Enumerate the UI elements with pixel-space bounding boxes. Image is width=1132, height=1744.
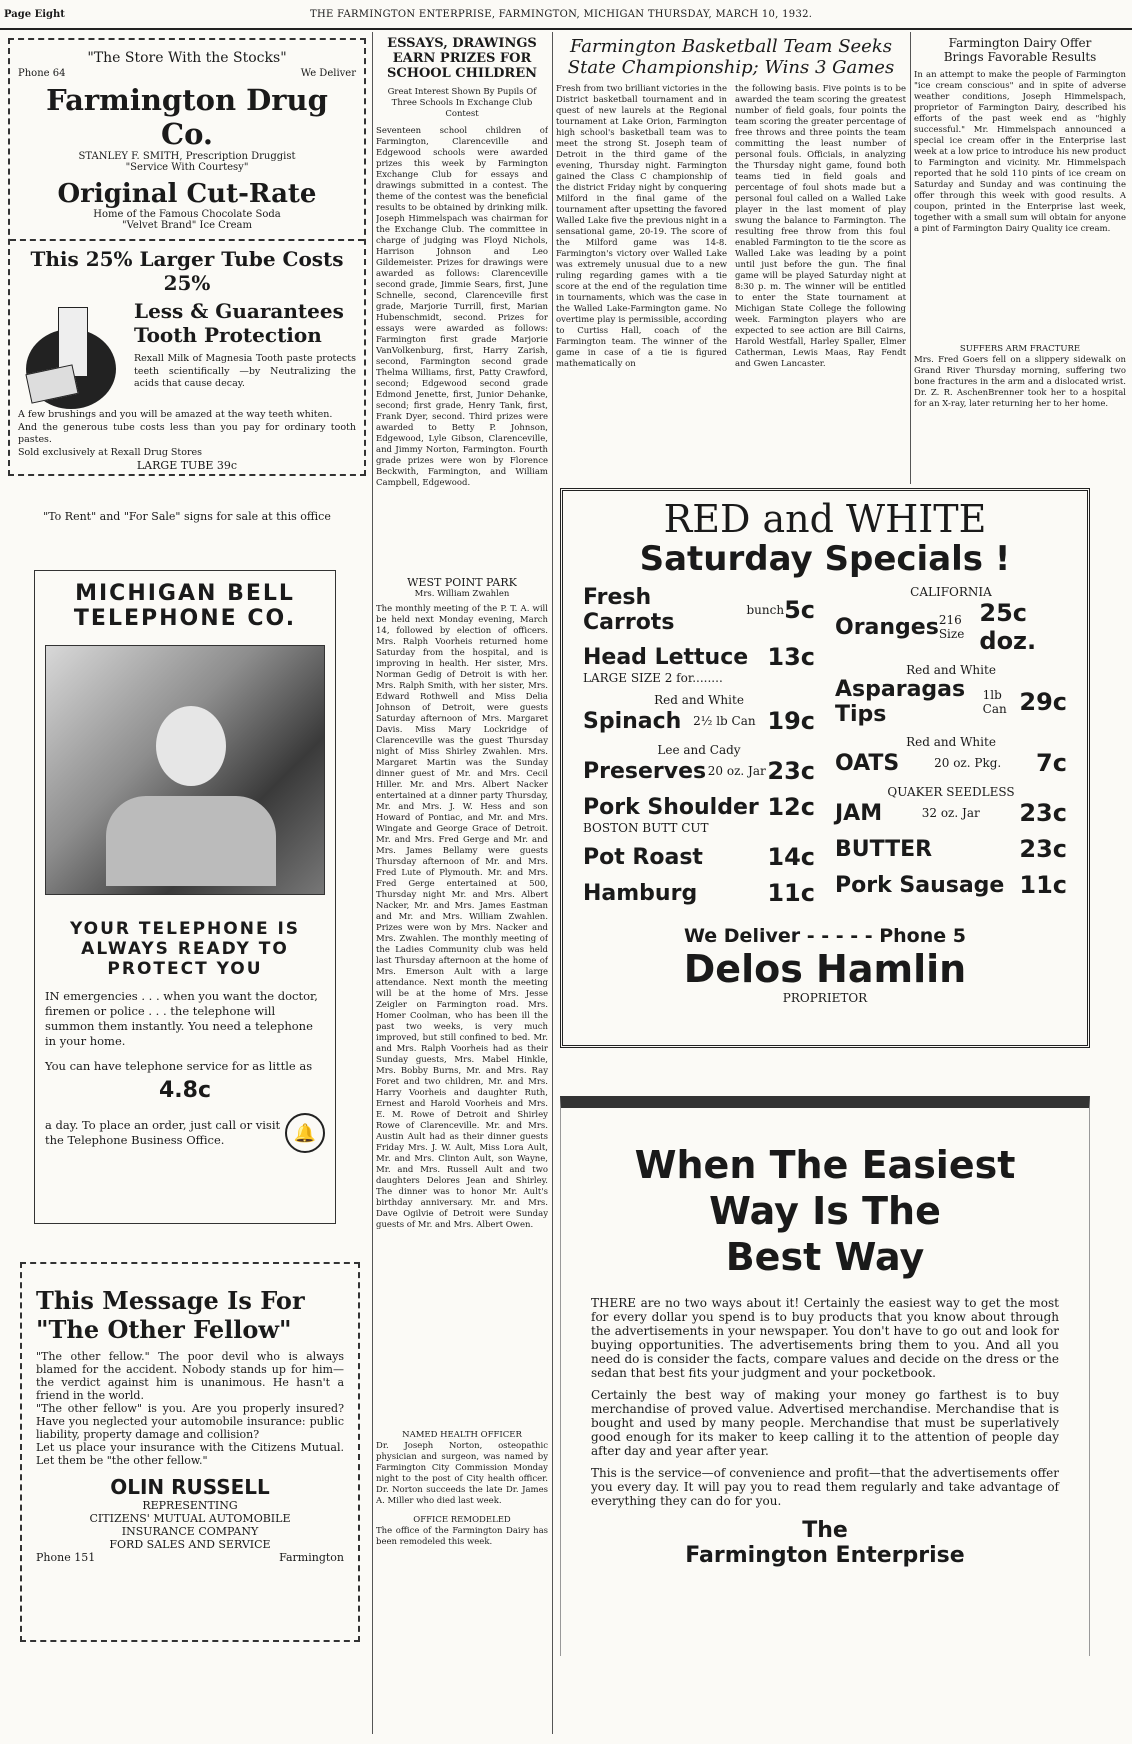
- dairy-story: [914, 36, 1126, 410]
- health-head: NAMED HEALTH OFFICER: [402, 1430, 522, 1440]
- item-price: 23c: [1019, 835, 1067, 863]
- item-name: Asparagas Tips: [835, 677, 966, 727]
- drug-phone: Phone 64: [18, 68, 66, 79]
- drug-body-3: And the generous tube costs less than you pay for ordinary tooth pastes.: [18, 421, 356, 445]
- essays-body: Seventeen school children of Farmington, Clarenceville and Edgewood schools were awarded prizes this week by Farmington Exchange Club for essays and drawings submitted in a contest. The theme of the contest was the beneficial results to be obtained by drinking milk. Joseph Himmelspach was chairman for the Exchange Club. The committee in charge of judging was Floyd Nichols, Harrison Johnson and Leo Gildemeister. Prizes for drawings were awarded as follows: Clarenceville second grade, Jimmie Sears, first, June Schnelle, second, Clarenceville first grade, Marjorie Turrill, first, Marian Hubenschmidt, second. Prizes for essays were awarded as follows: Farmington first grade Marjorie VanVolkenburg, first, Harry Zarish, second, Farmington second grade Thelma Williams, first, Patty Crawford, second; Edgewood second grade Edmond Jenette, first, Junior Dehanke, second; first grade, Henry Tank, first, Frank Dyer, second. Third prizes were awarded to Betty P. Johnson, Edgewood, Lyle Gibson, Clarenceville, and Jimmy Norton, Farmington. Fourth grade prizes were won by Florence Beckwith, Farmington, and William Campbell, Edgewood.: [376, 126, 548, 488]
- red-and-white-ad: [560, 488, 1090, 1048]
- item-price: 13c: [767, 643, 815, 671]
- drug-home-1: Home of the Famous Chocolate Soda: [93, 209, 281, 220]
- item-prefix: Red and White: [906, 663, 996, 677]
- easiest-p2: Certainly the best way of making your money go farthest is to buy merchandise of proved value. Advertised merchandise. Merchandise that is bought and used by many people. Merchandise that must be superlatively good enough for its maker to keep calling it to the attention of people day after day and year after year.: [591, 1388, 1059, 1458]
- rw-owner-title: PROPRIETOR: [782, 991, 868, 1005]
- essays-head-3: SCHOOL CHILDREN: [386, 66, 538, 81]
- item-name: OATS: [835, 750, 900, 776]
- message-title-1: This Message Is For: [36, 1286, 305, 1315]
- drug-cutrate: Original Cut-Rate: [57, 179, 317, 209]
- westpoint-byline: Mrs. William Zwahlen: [414, 589, 510, 599]
- item-name: Pot Roast: [583, 844, 703, 870]
- left-item: [583, 743, 815, 785]
- easiest-p1: THERE are no two ways about it! Certainly the easiest way to get the most for every dollar you spend is to buy products that you know about through the advertisements in your newspaper. You don't have to go out and look for buying opportunities. The advertisements bring them to you. And all you need do is consider the facts, compare values and decide on the dress or the sedan that best fits your judgment and your pocketbook.: [591, 1296, 1059, 1380]
- drug-deliver: We Deliver: [300, 68, 356, 79]
- item-unit: bunch: [746, 603, 785, 617]
- drug-name: Farmington Drug Co.: [46, 83, 328, 151]
- item-unit: 216 Size: [938, 613, 965, 641]
- right-item: [835, 871, 1067, 899]
- item-name: Pork Shoulder: [583, 794, 759, 820]
- left-item: [583, 693, 815, 735]
- basketball-col-1: Fresh from two brilliant victories in the District basketball tournament and in quest of new laurels at the Regional tournament at Lake Orion, Farmington high school's basketball team was to meet the strong St. Joseph team of Detroit in the third game of the evening, Thursday night. Farmington gained the Class C championship of the district Friday night by conquering Milford in the final game of the tournament after upsetting the favored Walled Lake five the previous night in a sensational game, 20-19. The score of the Milford game was 14-8. Farmington's victory over Walled Lake was extremely unusual due to a new ruling regarding games with a tie score at the end of the regulation time in tournaments, which was the case in the Walled Lake-Farmington game. No overtime play is permissible, according to Curtiss Hall, coach of the Farmington team. The winner of the game in case of a tie is figured mathematically on: [556, 84, 727, 369]
- basketball-col-2: the following basis. Five points is to be awarded the team scoring the greatest number of field goals, four points the team scoring the greater percentage of free throws and three points the team committing the least number of personal fouls. Officials, in analyzing the Thursday night game, found both teams tied in field goals and percentage of foul shots made but a personal foul called on a Walled Lake player in the last moment of play swung the balance to Farmington. The resulting free throw from this foul enabled Farmington to tie the score as Walled Lake was leading by a point until just before the gun. The final game will be played Saturday night at 8:30 p. m. The winner will be entitled to enter the State tournament at Michigan State College the following week. Farmington players who are expected to see action are Bill Cairns, Harold Westfall, Harley Spaller, Elmer Catherman, Lewis Maas, Ray Fendt and Gwen Lancaster.: [735, 84, 906, 369]
- right-item: [835, 785, 1067, 827]
- item-unit: 32 oz. Jar: [921, 806, 980, 820]
- agent-rep: REPRESENTING: [142, 1499, 238, 1512]
- basketball-head-2: State Championship; Wins 3 Games: [567, 57, 895, 78]
- item-sub: BOSTON BUTT CUT: [583, 821, 709, 835]
- message-body-2: "The other fellow" is you. Are you properly insured? Have you neglected your automobile insurance: public liability, property damage and collision?: [36, 1402, 344, 1441]
- message-body-3: Let us place your insurance with the Citizens Mutual. Let them be "the other fellow.": [36, 1441, 344, 1467]
- drug-home-2: "Velvet Brand" Ice Cream: [122, 220, 252, 231]
- rw-title-2: Saturday Specials !: [639, 539, 1011, 579]
- fracture-body: Mrs. Fred Goers fell on a slippery sidewalk on Grand River Thursday morning, suffering two bone fractures in the arm and a dislocated wrist. Dr. Z. R. AschenBrenner took her to a hospital for an X-ray, later returning her to her home.: [914, 355, 1126, 409]
- insurance-ad: [20, 1262, 360, 1642]
- health-body: Dr. Joseph Norton, osteopathic physician and surgeon, was named by Farmington City Commission Monday night to the post of City health officer. Dr. Norton succeeds the late Dr. James A. Miller who died last week.: [376, 1441, 548, 1506]
- bell-slogan-2: ALWAYS READY TO: [81, 939, 289, 959]
- item-price: 14c: [767, 843, 815, 871]
- page-number: Page Eight: [4, 9, 65, 20]
- item-price: 7c: [1036, 749, 1067, 777]
- item-name: Spinach: [583, 708, 682, 734]
- company-3: FORD SALES AND SERVICE: [109, 1538, 271, 1551]
- dairy-head-1: Farmington Dairy Offer: [948, 36, 1092, 50]
- rw-title-1: RED and WHITE: [663, 497, 987, 541]
- item-price: 29c: [1019, 688, 1067, 716]
- item-name: JAM: [835, 800, 883, 826]
- bell-price: 4.8c: [158, 1078, 211, 1103]
- item-unit: 20 oz. Pkg.: [934, 756, 1002, 770]
- bell-slogan-3: PROTECT YOU: [107, 959, 263, 979]
- fracture-head: SUFFERS ARM FRACTURE: [959, 344, 1081, 354]
- item-sub: LARGE SIZE 2 for........: [583, 671, 723, 685]
- agent-name: OLIN RUSSELL: [110, 1475, 270, 1499]
- item-price: 19c: [767, 707, 815, 735]
- left-item: [583, 793, 815, 835]
- item-unit: 1lb Can: [982, 688, 1007, 716]
- drug-body-4: Sold exclusively at Rexall Drug Stores: [18, 446, 203, 458]
- item-price: 23c: [767, 757, 815, 785]
- rw-deliver: We Deliver - - - - - Phone 5: [684, 925, 966, 947]
- company-2: INSURANCE COMPANY: [121, 1525, 259, 1538]
- drug-headline: This 25% Larger Tube Costs 25%: [30, 247, 344, 295]
- left-item: [583, 585, 815, 635]
- remodeled-head: OFFICE REMODELED: [413, 1515, 511, 1525]
- rw-left-column: [583, 585, 815, 915]
- essays-head-2: EARN PRIZES FOR: [392, 51, 532, 66]
- item-prefix: Red and White: [906, 735, 996, 749]
- basketball-head-1: Farmington Basketball Team Seeks: [570, 36, 892, 57]
- company-1: CITIZENS' MUTUAL AUTOMOBILE: [89, 1512, 291, 1525]
- left-item: [583, 843, 815, 871]
- drug-slogan: "The Store With the Stocks": [87, 50, 287, 66]
- item-name: Head Lettuce: [583, 644, 749, 670]
- easiest-way-ad: [560, 1096, 1090, 1656]
- left-item: [583, 879, 815, 907]
- item-name: Oranges: [835, 614, 939, 640]
- right-item: [835, 585, 1067, 655]
- rw-right-column: [835, 585, 1067, 915]
- rent-notice: "To Rent" and "For Sale" signs for sale at this office: [43, 510, 331, 523]
- message-body-1: "The other fellow." The poor devil who is always blamed for the accident. Nobody stands up for him—the verdict against him is unanimous. He hasn't a friend in the world.: [36, 1350, 344, 1402]
- item-price: 12c: [767, 793, 815, 821]
- item-prefix: QUAKER SEEDLESS: [887, 785, 1015, 799]
- item-price: 25c doz.: [979, 599, 1037, 655]
- item-price: 23c: [1019, 799, 1067, 827]
- agent-phone: Phone 151: [36, 1551, 96, 1564]
- message-title-2: "The Other Fellow": [36, 1315, 292, 1344]
- right-item: [835, 735, 1067, 777]
- dairy-head-2: Brings Favorable Results: [943, 50, 1097, 64]
- page-header: [0, 0, 1132, 30]
- bell-body-2: You can have telephone service for as little as: [45, 1059, 313, 1073]
- bell-body: IN emergencies . . . when you want the doctor, firemen or police . . . the telephone will summon them instantly. You need a telephone in your home.: [45, 989, 318, 1048]
- item-name: Hamburg: [583, 880, 698, 906]
- item-price: 5c: [784, 596, 815, 624]
- drug-sub-2: Tooth Protection: [134, 323, 322, 347]
- essays-deck: Great Interest Shown By Pupils Of Three Schools In Exchange Club Contest: [387, 87, 537, 119]
- agent-town: Farmington: [279, 1551, 344, 1564]
- drug-body-2: A few brushings and you will be amazed at the way teeth whiten.: [18, 409, 333, 420]
- item-name: BUTTER: [835, 836, 933, 862]
- bell-body-3: a day. To place an order, just call or visit the Telephone Business Office.: [45, 1118, 281, 1147]
- item-unit: 20 oz. Jar: [707, 764, 766, 778]
- easiest-sig-2: Farmington Enterprise: [685, 1543, 965, 1568]
- drug-owner: STANLEY F. SMITH, Prescription Druggist: [78, 151, 296, 162]
- woman-telephone-illustration: [45, 645, 325, 895]
- drug-sub-1: Less & Guarantees: [134, 299, 344, 323]
- toothpaste-tube-illustration: [18, 299, 128, 409]
- column-2: [376, 36, 548, 1548]
- item-unit: 2½ lb Can: [693, 714, 756, 728]
- easiest-head-2: Way Is The: [709, 1189, 941, 1233]
- item-prefix: Red and White: [654, 693, 744, 707]
- right-item: [835, 663, 1067, 727]
- dairy-body: In an attempt to make the people of Farmington "ice cream conscious" and in spite of adverse weather conditions, Joseph Himmelspach, proprietor of Farmington Dairy, described his efforts of the past week end as "highly successful." Mr. Himmelspach announced a special ice cream offer in the Enterprise last week at a low price to introduce his new product to Farmington and vicinity. Mr. Himmelspach reported that he sold 110 pints of ice cream on Saturday and Sunday and was continuing the offer through this week with good results. A coupon, printed in the Enterprise last week, together with a small sum will obtain for anyone a pint of Farmington Dairy Quality ice cream.: [914, 70, 1126, 234]
- westpoint-head: WEST POINT PARK: [407, 576, 517, 589]
- bell-slogan-1: YOUR TELEPHONE IS: [69, 919, 301, 939]
- michigan-bell-ad: [34, 570, 336, 1224]
- item-name: Fresh Carrots: [583, 585, 675, 635]
- item-name: Preserves: [583, 758, 707, 784]
- masthead: THE FARMINGTON ENTERPRISE, FARMINGTON, MICHIGAN THURSDAY, MARCH 10, 1932.: [310, 9, 813, 20]
- easiest-sig-1: The: [802, 1518, 848, 1543]
- item-prefix: CALIFORNIA: [910, 585, 992, 599]
- bell-logo-icon: 🔔: [285, 1113, 325, 1153]
- essays-head-1: ESSAYS, DRAWINGS: [387, 36, 537, 51]
- westpoint-body: The monthly meeting of the P. T. A. will be held next Monday evening, March 14, followed by election of officers. Mrs. Ralph Voorheis returned home Saturday from the hospital, and is improving in health. Her sister, Mrs. Norman Gedig of Detroit is with her. Mrs. Ralph Smith, with her sister, Mrs. Edward Rothwell and Miss Delia Johnson of Detroit, were guests Saturday afternoon of Mrs. Margaret Davis. Miss Mary Lockridge of Clarenceville was the guest Thursday night of Miss Shirley Zwahlen. Mrs. Margaret Martin was the Sunday dinner guest of Mr. and Mrs. Cecil Hiller. Mr. and Mrs. Albert Nacker entertained at a dinner party Thursday, Mr. and Mrs. J. W. Hess and son Howard of Pontiac, and Mr. and Mrs. Wingate and George Grace of Detroit. Mr. and Mrs. Fred Gerge and Mr. and Mrs. James Bellamy were guests Thursday afternoon of Mr. and Mrs. Fred Lute of Plymouth. Mr. and Mrs. Fred Gerge entertained at 500, Thursday night Mr. and Mrs. Albert Nacker, Mr. and Mrs. James Eastman and Mr. and Mrs. William Zwahlen. Prizes were won by Mrs. Nacker and Mrs. Zwahlen. The monthly meeting of the Ladies Community club was held last Thursday afternoon at the home of Mrs. Emerson Ault with a large attendance. Next month the meeting will be at the home of Mrs. Jesse Zeigler on Farmington road. Mrs. Homer Coolman, who has been ill the past two weeks, is very much improved, but still confined to bed. Mr. and Mrs. Ralph Voorheis had as their Sunday guests, Mrs. Mabel Hinkle, Mrs. Bobby Burns, Mr. and Mrs. Ray Foret and two children, Mr. and Mrs. Harry Voorheis and daughter Ruth, Ernest and Harold Voorheis and Mrs. E. M. Rowe of Detroit and Shirley Rowe of Clarenceville. Mr. and Mrs. Austin Ault had as their dinner guests Friday Mrs. J. W. Ault, Miss Lora Ault, Mr. and Mrs. Clinton Ault, son Wayne, Mr. and Mrs. Russell Ault and two daughters Delores Jean and Shirley. The dinner was to honor Mr. Ault's birthday anniversary. Mr. and Mrs. Dave Ogilvie of Detroit were Sunday guests of Mr. and Mrs. Albert Owen.: [376, 604, 548, 1230]
- item-name: Pork Sausage: [835, 872, 1005, 898]
- bell-name-1: MICHIGAN BELL: [75, 581, 295, 606]
- rw-owner: Delos Hamlin: [683, 947, 967, 991]
- left-item: [583, 643, 815, 685]
- easiest-head-3: Best Way: [725, 1235, 925, 1279]
- bell-name-2: TELEPHONE CO.: [73, 606, 297, 631]
- item-prefix: Lee and Cady: [657, 743, 741, 757]
- easiest-head-1: When The Easiest: [634, 1143, 1016, 1187]
- drug-co-ad: [8, 38, 366, 476]
- right-item: [835, 835, 1067, 863]
- item-price: 11c: [1019, 871, 1067, 899]
- drug-service: "Service With Courtesy": [125, 162, 249, 173]
- basketball-story: [556, 36, 906, 454]
- easiest-p3: This is the service—of convenience and profit—that the advertisements offer you every day. It will pay you to read them regularly and take advantage of everything they can do for you.: [591, 1466, 1059, 1508]
- remodeled-body: The office of the Farmington Dairy has been remodeled this week.: [376, 1526, 548, 1547]
- drug-tube-price: LARGE TUBE 39c: [136, 459, 238, 472]
- item-price: 11c: [767, 879, 815, 907]
- drug-body: Rexall Milk of Magnesia Tooth paste protects teeth scientifically —by Neutralizing the acids that cause decay.: [134, 353, 356, 389]
